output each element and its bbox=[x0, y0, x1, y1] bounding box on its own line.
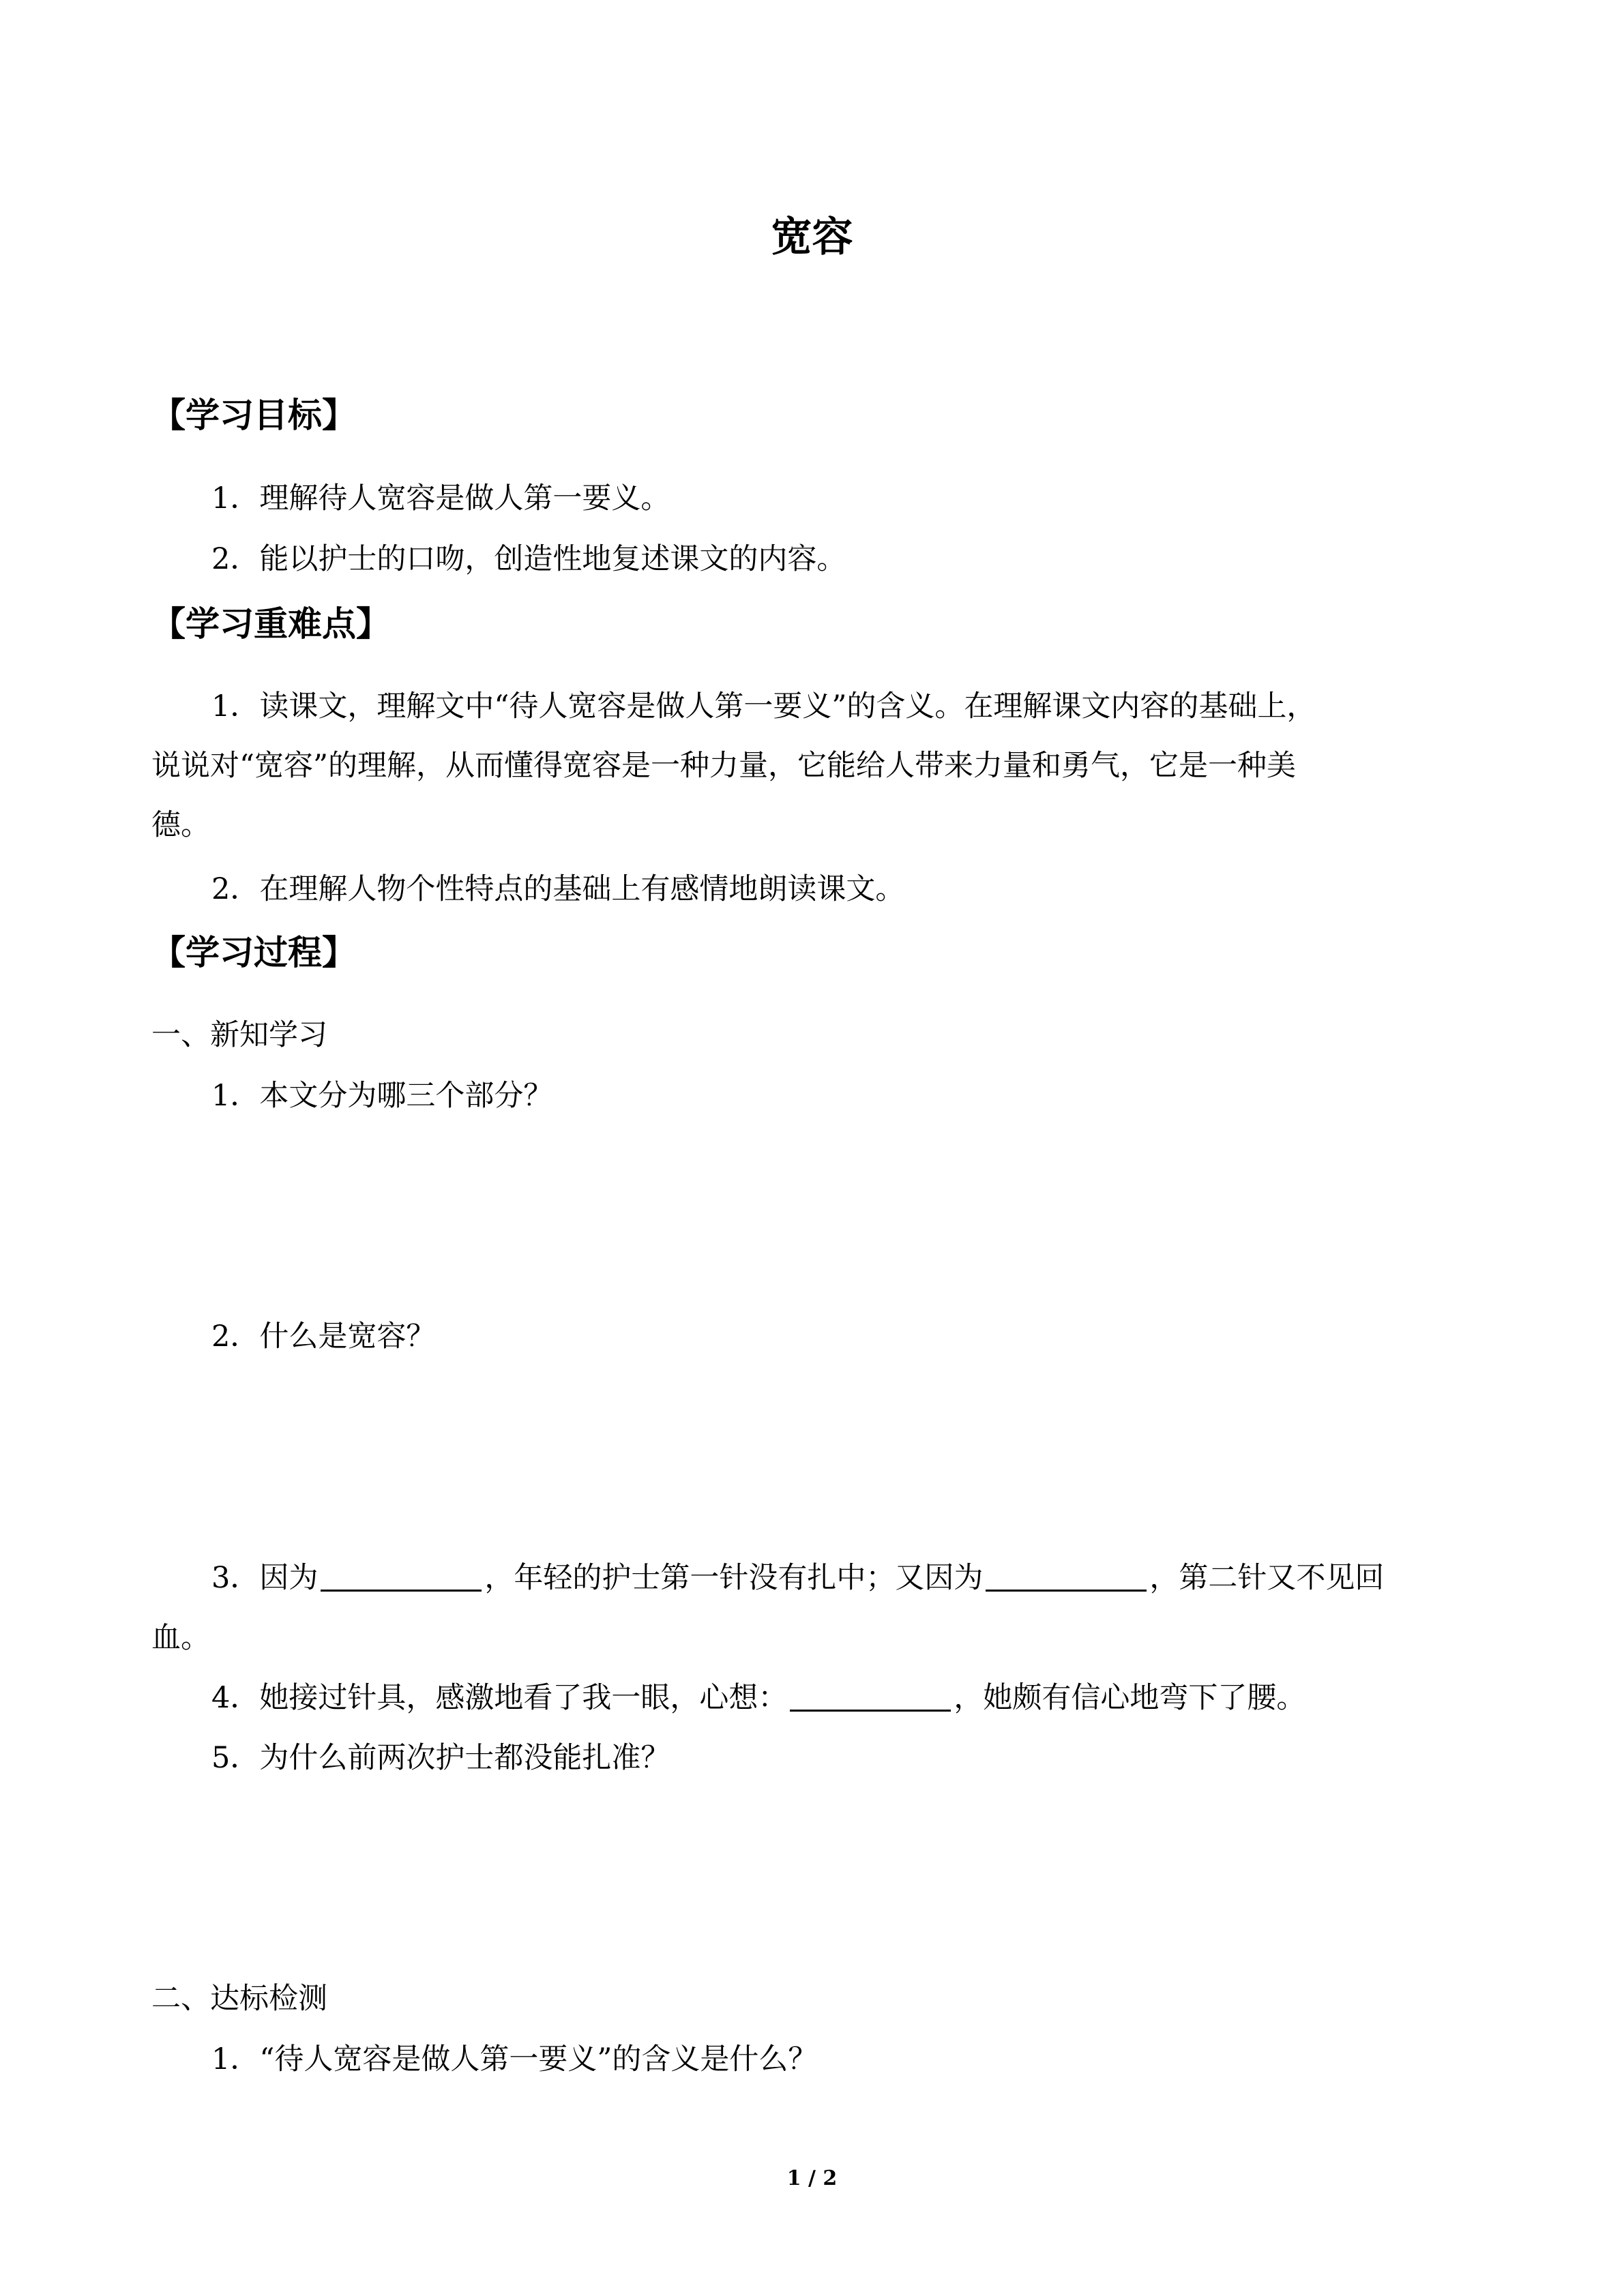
document-title: 宽容 bbox=[771, 213, 853, 261]
objective-item: 1．理解待人宽容是做人第一要义。 bbox=[211, 481, 670, 516]
question-3-text-a: 3．因为 bbox=[211, 1561, 319, 1595]
objective-item: 2．能以护士的口吻，创造性地复述课文的内容。 bbox=[211, 542, 846, 576]
question-3-text-b: ，年轻的护士第一针没有扎中；又因为 bbox=[484, 1561, 984, 1595]
question-3-line-1 bbox=[211, 1561, 1385, 1595]
part1-title: 一、新知学习 bbox=[151, 1018, 327, 1052]
question-3-line-2: 血。 bbox=[151, 1621, 210, 1655]
question-4 bbox=[211, 1681, 1306, 1715]
question-2: 2．什么是宽容？ bbox=[211, 1320, 436, 1354]
page-number: 1 / 2 bbox=[786, 2166, 838, 2190]
fill-blank-2[interactable] bbox=[986, 1589, 1147, 1592]
question-4-text-a: 4．她接过针具，感激地看了我一眼，心想： bbox=[211, 1681, 788, 1715]
heading-process: 【学习过程】 bbox=[151, 933, 356, 972]
test-question-1: 1．“待人宽容是做人第一要义”的含义是什么？ bbox=[211, 2042, 818, 2076]
heading-key-points: 【学习重难点】 bbox=[151, 604, 390, 644]
fill-blank-3[interactable] bbox=[790, 1709, 951, 1712]
fill-blank-1[interactable] bbox=[321, 1589, 482, 1592]
question-1: 1．本文分为哪三个部分？ bbox=[211, 1079, 553, 1113]
key-point-item-1-line-1: 1．读课文，理解文中“待人宽容是做人第一要义”的含义。在理解课文内容的基础上， bbox=[211, 689, 1316, 724]
question-3-text-c: ，第二针又不见回 bbox=[1149, 1561, 1385, 1595]
key-point-item-1-line-2: 说说对“宽容”的理解，从而懂得宽容是一种力量，它能给人带来力量和勇气，它是一种美 bbox=[151, 749, 1296, 783]
part2-title: 二、达标检测 bbox=[151, 1982, 327, 2016]
question-5: 5．为什么前两次护士都没能扎准？ bbox=[211, 1741, 670, 1775]
key-point-item-1-line-3: 德。 bbox=[151, 808, 210, 842]
question-4-text-b: ，她颇有信心地弯下了腰。 bbox=[954, 1681, 1306, 1715]
heading-objectives: 【学习目标】 bbox=[151, 396, 356, 435]
key-point-item-2: 2．在理解人物个性特点的基础上有感情地朗读课文。 bbox=[211, 872, 905, 906]
